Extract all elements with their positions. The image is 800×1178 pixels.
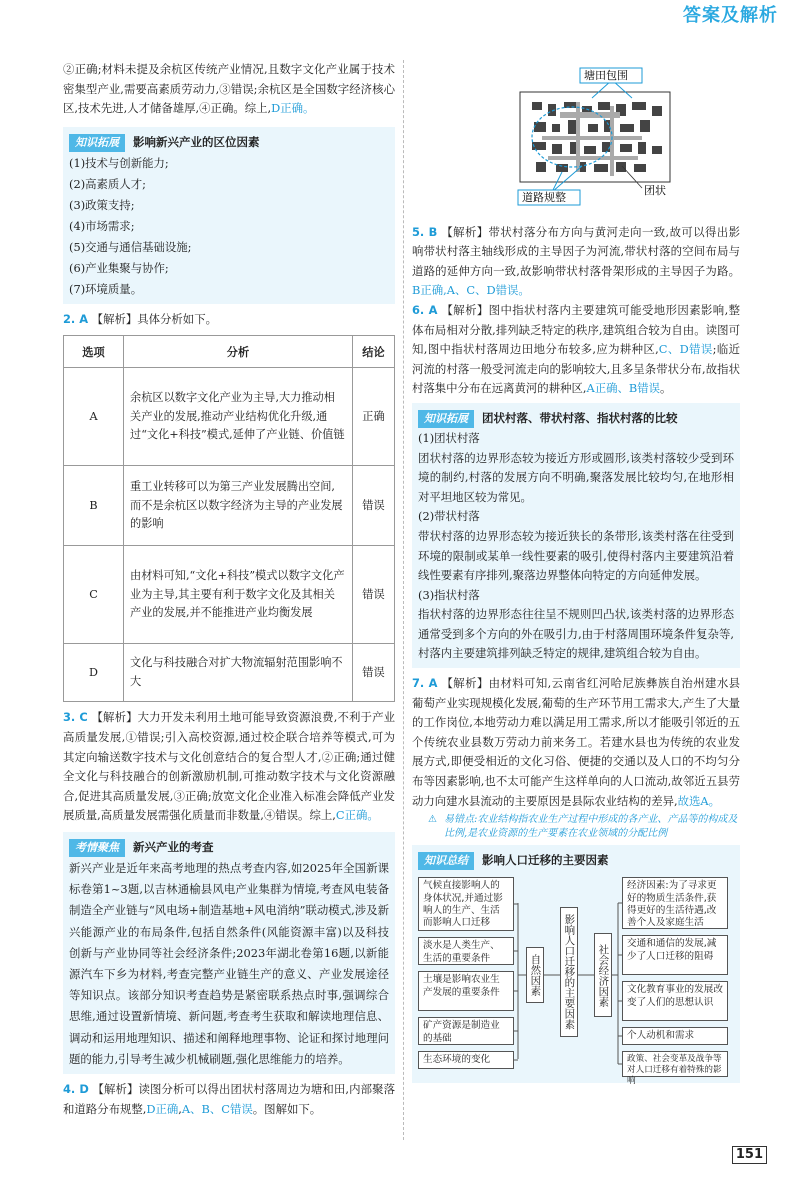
map-label-bottom: 道路规整	[522, 191, 566, 204]
diagram-connectors	[418, 877, 738, 1077]
page-header-title: 答案及解析	[683, 5, 778, 26]
table-header: 选项	[64, 336, 124, 368]
socio-factor-item: 交通和通信的发展,减少了人口迁移的阻碍	[622, 935, 728, 975]
comparison-para: 团状村落的边界形态较为接近方形或圆形,该类村落较少受到环境的制约,村落的发展方向不明确,聚落发展比较均匀,在地形相对平坦地区较为常见。	[418, 450, 734, 504]
table-row: A 余杭区以数字文化产业为主导,大力推动相关产业的发展,推动产业结构优化升级,通过“文化+科技”模式,延伸了产业链、价值链 正确	[64, 368, 395, 466]
exam-focus-text: 新兴产业是近年来高考地理的热点考查内容,如2025年全国新课标卷第1~3题,以吉林通榆县风电产业集群为情境,考查风电装备制造全产业链与“风电场+制造基地+风电消纳”联动模式,涉及新兴能源产业的布局条件,包括自然条件(风能资源丰富)以及科技创新与产业协同等社会经济条件;2023年湖北卷第16题,以新能源汽车下乡为材料,考查完整产业链生产的意义、产业发展途径等知识点。该部分知识考查趋势是紧密联系热点时事,强调综合思维,通过设置新情境、新问题,考查考生获取和解读地理信息、调动和运用地理知识、描述和阐释地理事物、论证和探讨地理问题的能力,引导考生减少机械刷题,强化思维能力的培养。	[69, 860, 389, 1066]
question-7: 7. A 【解析】由材料可知,云南省红河哈尼族彝族自治州建水县葡萄产业实现规模化发展,葡萄的生产环节用工需求大,产生了大量的工作岗位,本地劳动力难以满足用工需求,所以才能吸引邻近的五个传统农业县数万劳动力前来务工。若建水县也为传统的农业发展方式,即便受相近的文化习俗、便捷的交通以及人口的不均匀分布等因素影响,也不太可能产生这样单向的人口流动,故邻近五县劳动力向建水县流动的主要原因是县际农业结构的差异,故选A。	[412, 676, 740, 808]
socio-factor-item: 文化教育事业的发展改变了人们的思想认识	[622, 981, 728, 1021]
question-6: 6. A 【解析】图中指状村落内主要建筑可能受地形因素影响,整体布局相对分散,排列缺乏特定的秩序,建筑组合较为自由。读图可知,图中指状村落周边田地分布较多,应为耕种区,C、D错误;临近河流的村落一般受河流走向的影响较大,且多呈条带状分布,故指状村落集中分布在远离黄河的耕种区,A正确、B错误。	[412, 302, 740, 396]
knowledge-item: (1)技术与创新能力;	[69, 155, 169, 170]
left-column	[63, 60, 395, 1119]
knowledge-item: (6)产业集聚与协作;	[69, 260, 169, 275]
map-label-top: 塘田包围	[584, 69, 628, 82]
natural-factor-item: 土壤是影响农业生产发展的重要条件	[418, 971, 514, 1011]
summary-title: 影响人口迁移的主要因素	[482, 853, 609, 868]
migration-summary-box	[412, 845, 740, 1087]
socio-factor-item: 政策、社会变革及战争等对人口迁移有着特殊的影响	[622, 1051, 728, 1077]
natural-factor-label: 自然因素	[526, 947, 544, 1003]
column-divider	[403, 60, 404, 1140]
question-4: 4. D 【解析】读图分析可以得出团状村落周边为塘和田,内部聚落和道路分布规整,D正确,A、B、C错误。图解如下。	[63, 1081, 395, 1116]
socio-factor-item: 经济因素:为了寻求更好的物质生活条件,获得更好的生活待遇,改善个人及家庭生活	[622, 877, 728, 929]
knowledge-item: (4)市场需求;	[69, 218, 135, 233]
knowledge-box-new-industry	[63, 127, 395, 304]
summary-tag: 知识总结	[418, 852, 474, 870]
natural-factor-item: 生态环境的变化	[418, 1051, 514, 1069]
knowledge-tag: 知识拓展	[418, 410, 474, 428]
question-5: 5. B 【解析】带状村落分布方向与黄河走向一致,故可以得出影响带状村落主轴线形成的主导因子为河流,带状村落的空间布局与道路的延伸方向一致,故影响带状村落骨架形成的主导因子为路。B正确,A、C、D错误。	[412, 224, 740, 298]
question-3: 3. C 【解析】大力开发未利用土地可能导致资源浪费,不利于产业高质量发展,①错误;引入高校资源,通过校企联合培养等模式,可为其定向输送数字技术与文化创意结合的复合型人才,②正确;通过健全文化与科技融合的创新激励机制,可推动数字技术与文化资源融合,促进其高质量发展,③正确;放宽文化企业准入标准会降低产业发展质量,高质量发展需强化质量而非数量,④错误。综上,C正确。	[63, 710, 396, 823]
village-comparison-box	[412, 403, 740, 668]
natural-factor-item: 气候直接影响人的身体状况,并通过影响人的生产、生活而影响人口迁移	[418, 877, 514, 931]
knowledge-tag: 知识拓展	[69, 134, 125, 152]
diagram-center-label: 影响人口迁移的主要因素	[560, 907, 578, 1037]
exam-focus-box	[63, 832, 395, 1074]
error-prone-note: ⚠ 易错点:农业结构指农业生产过程中形成的各产业、产品等的构成及比例,是农业资源的生产要素在农业领域的分配比例	[428, 814, 738, 840]
comparison-para: 指状村落的边界形态往往呈不规则凹凸状,该类村落的边界形态通常受到多个方向的外在吸引力,由于村落周围环境条件复杂等,村落内主要建筑排列缺乏特定的规律,建筑组合较为自由。	[418, 607, 734, 661]
table-header: 结论	[353, 336, 395, 368]
knowledge-item: (5)交通与通信基础设施;	[69, 239, 192, 254]
knowledge-box-title: 团状村落、带状村落、指状村落的比较	[482, 410, 678, 425]
natural-factor-item: 矿产资源是制造业的基础	[418, 1017, 514, 1045]
table-row: B 重工业转移可以为第三产业发展腾出空间,而不是余杭区以数字经济为主导的产业发展的影响 错误	[64, 466, 395, 546]
socioeconomic-factor-label: 社会经济因素	[594, 933, 612, 1017]
natural-factor-item: 淡水是人类生产、生活的重要条件	[418, 937, 514, 965]
migration-factor-diagram	[418, 877, 734, 1087]
exam-focus-title: 新兴产业的考查	[133, 839, 214, 854]
table-row: D 文化与科技融合对扩大物流辐射范围影响不大 错误	[64, 644, 395, 702]
right-column	[412, 60, 740, 1089]
comparison-para: 带状村落的边界形态较为接近狭长的条带形,该类村落在往受到环境的限制或某单一线性要素的吸引,使得村落内主要建筑沿着线性要素有序排列,聚落边界整体向特定的方向延伸发展。	[418, 528, 734, 583]
knowledge-item: (2)高素质人才;	[69, 176, 146, 191]
map-label-right: 团状	[644, 184, 666, 197]
comparison-para: (2)带状村落	[418, 509, 480, 524]
exam-focus-tag: 考情聚焦	[69, 839, 125, 857]
comparison-para: (1)团状村落	[418, 430, 480, 445]
intro-paragraph: ②正确;材料未提及余杭区传统产业情况,且数字文化产业属于技术密集型产业,需要高素质劳动力,③错误;余杭区是全国数字经济核心区,技术先进,人才储备雄厚,④正确。综上,D正确。	[63, 62, 395, 116]
question-2: 2. A 【解析】具体分析如下。	[63, 311, 217, 326]
page-number: 151	[732, 1146, 767, 1164]
socio-factor-item: 个人动机和需求	[622, 1027, 728, 1045]
table-row: C 由材料可知,“文化+科技”模式以数字文化产业为主导,其主要有利于数字文化及其相关产业的发展,并不能推进产业均衡发展 错误	[64, 546, 395, 644]
knowledge-item: (7)环境质量。	[69, 281, 143, 296]
table-header: 分析	[124, 336, 353, 368]
knowledge-box-title: 影响新兴产业的区位因素	[133, 134, 260, 149]
warning-icon: ⚠	[428, 814, 437, 826]
analysis-table	[63, 335, 395, 702]
comparison-para: (3)指状村落	[418, 587, 480, 602]
village-map-figure	[512, 62, 740, 219]
knowledge-item: (3)政策支持;	[69, 197, 135, 212]
village-map	[512, 62, 692, 212]
